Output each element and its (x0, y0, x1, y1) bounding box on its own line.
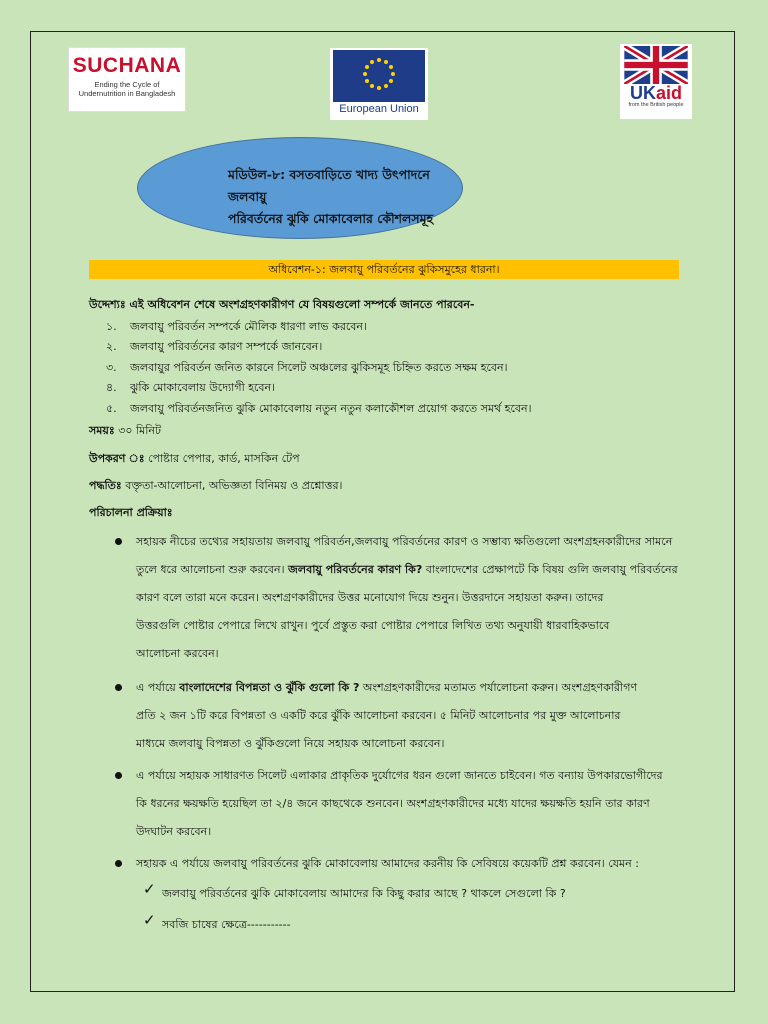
bullet-1-line-2a: তুলে ধরে আলোচনা শুরু করবেন। (136, 563, 289, 576)
objective-item-3: জলবায়ুর পরিবর্তন জনিত কারনে সিলেট অঞ্চলের ঝুকিসমূহ চিহ্নিত করতে সক্ষম হবেন। (130, 361, 508, 374)
module-title (228, 164, 458, 230)
suchana-logo-tagline-1: Ending the Cycle of (94, 80, 160, 89)
ukaid-logo (620, 44, 692, 119)
procedure-heading: পরিচালনা প্রক্রিয়াঃ (89, 506, 173, 519)
bullet-1-line-2c: বাংলাদেশের প্রেক্ষাপটে কি বিষয় গুলি জলবায়ু পরিবর্তনের (422, 563, 678, 576)
bullet-2-line-3: মাধ্যমে জলবায়ু বিপন্নতা ও ঝুঁকিগুলো নিয়ে সহায়ক আলোচনা করবেন। (136, 737, 445, 750)
bullet-2-line-1-bold: বাংলাদেশের বিপন্নতা ও ঝুঁকি গুলো কি ? (179, 681, 360, 694)
ukaid-aid: aid (655, 83, 682, 103)
materials-label: উপকরণ ঃ (89, 452, 145, 465)
ukaid-logo-tagline: from the British people (628, 102, 684, 108)
method-value: বক্তৃতা-আলোচনা, অভিজ্ঞতা বিনিময় ও প্রশ্নোত্তর। (121, 479, 343, 492)
materials-value: পোষ্টার পেপার, কার্ড, মাসকিন টেপ (144, 452, 300, 465)
method-label: পদ্ধতিঃ (89, 479, 122, 492)
objective-heading: উদ্দেশ্যঃ এই অধিবেশন শেষে অংশগ্রহণকারীগণ যে বিষয়গুলো সম্পর্কে জানতে পারবেন- (89, 298, 475, 311)
bullet-4-line-1: সহায়ক এ পর্যায়ে জলবায়ু পরিবর্তনের ঝুকি মোকাবেলায় আমাদের করনীয় কি সেবিষয়ে কয়েকটি প্রশ্ন করবেন। যেমন : (136, 857, 639, 870)
time-label: সময়ঃ (89, 424, 115, 437)
bullet-3-line-3: উদঘাটন করবেন। (136, 825, 212, 838)
time-value: ৩০ মিনিট (114, 424, 161, 437)
bullet-1-line-2-bold: জলবায়ু পরিবর্তনের কারণ কি? (288, 563, 423, 576)
bullet-2-line-2: প্রতি ২ জন ১টি করে বিপন্নতা ও একটি করে ঝুঁকি আলোচনা করবেন। ৫ মিনিট আলোচনার পর মুক্ত আলোচনার (136, 709, 621, 722)
bullet-4-dot (115, 860, 122, 867)
objective-item-4: ঝুকি মোকাবেলায় উদ্যোগী হবেন। (130, 381, 276, 394)
ukaid-logo-word (620, 84, 692, 102)
check-item-1: জলবায়ু পরিবর্তনের ঝুকি মোকাবেলায় আমাদের কি কিছু করার আছে ? থাকলে সেগুলো কি ? (162, 887, 566, 900)
session-title-bar: অধিবেশন-১: জলবায়ু পরিবর্তনের ঝুকিসমুহের ধারনা। (89, 260, 679, 279)
bullet-2-dot (115, 684, 122, 691)
objective-item-2: জলবায়ু পরিবর্তনের কারণ সম্পর্কে জানবেন। (130, 340, 323, 353)
eu-logo-caption: European Union (339, 103, 419, 115)
eu-flag-icon (333, 50, 425, 102)
objective-item-3-num: ৩. (106, 361, 117, 374)
bullet-1-dot (115, 538, 122, 545)
bullet-1-line-4: উত্তরগুলি পোষ্টার পেপারে লিখে রাখুন। পুর্বে প্রস্তুত করা পোষ্টার পেপারে লিখিত তথ্য অনুযায়ী ধারবাহিকভাবে (136, 619, 610, 632)
module-title-line-2: পরিবর্তনের ঝুকি মোকাবেলার কৌশলসমূহ (228, 211, 434, 226)
time-row (89, 423, 161, 438)
method-row (89, 478, 342, 493)
bullet-1-line-5: আলোচনা করবেন। (136, 647, 219, 660)
check-item-2: সবজি চাষের ক্ষেত্রে----------- (162, 918, 291, 931)
union-jack-icon (624, 46, 688, 84)
objective-item-1-num: ১. (106, 320, 117, 333)
bullet-2-paragraph (136, 674, 637, 758)
suchana-logo-word: SUCHANA (72, 54, 182, 77)
suchana-logo-tagline-2: Undernutrition in Bangladesh (78, 89, 176, 98)
checkmark-icon: ✓ (143, 911, 156, 929)
european-union-logo (330, 48, 428, 120)
objective-item-5-num: ৫. (106, 402, 117, 415)
materials-row (89, 451, 300, 466)
suchana-logo (68, 47, 186, 112)
bullet-3-dot (115, 772, 122, 779)
bullet-1-paragraph (136, 528, 678, 668)
bullet-1-line-1: সহায়ক নীচের তথ্যের সহায়তায় জলবায়ু পরিবর্তন,জলবায়ু পরিবর্তনের কারণ ও সম্ভাব্য ক্ষতিগুলো অংশগ্রহনকারীদের সামনে (136, 535, 673, 548)
bullet-2-line-1c: অংশগ্রহণকারীদের মতামত পর্যালোচনা করুন। অংশগ্রহণকারীগণ (359, 681, 638, 694)
bullet-1-line-2 (136, 556, 678, 584)
module-title-line-1: মডিউল-৮: বসতবাড়িতে খাদ্য উৎপাদনে জলবায়ু (228, 167, 430, 204)
bullet-4-paragraph (136, 850, 639, 878)
bullet-3-line-1: এ পর্যায়ে সহায়ক সাধারণত সিলেট এলাকার প্রাকৃতিক দুর্যোগের ধরন গুলো জানতে চাইবেন। গত বন্যায় উপকারভোগীদের (136, 769, 663, 782)
ukaid-uk: UK (629, 83, 656, 103)
bullet-1-line-3: কারণ বলে তারা মনে করেন। অংশগ্রণকারীদের উত্তর মনোযোগ দিয়ে শুনুন। উত্তরদানে সহায়তা করুন। তাদের (136, 591, 604, 604)
objective-item-2-num: ২. (106, 340, 117, 353)
bullet-3-line-2: কি ধরনের ক্ষয়ক্ষতি হয়েছিল তা ২/৪ জনে কাছথেকে শুনবেন। অংশগ্রহণকারীদের মধ্যে যাদের ক্ষয়ক্ষতি হয়নি তার কারণ (136, 797, 650, 810)
bullet-2-line-1a: এ পর্যায়ে (136, 681, 180, 694)
checkmark-icon: ✓ (143, 880, 156, 898)
objective-item-5: জলবায়ু পরিবর্তনজনিত ঝুকি মোকাবেলায় নতুন নতুন কলাকৌশল প্রয়োগ করতে সমর্থ হবেন। (130, 402, 532, 415)
bullet-3-paragraph (136, 762, 663, 846)
objective-item-1: জলবায়ু পরিবর্তন সম্পর্কে মৌলিক ধারণা লাভ করবেন। (130, 320, 367, 333)
bullet-2-line-1 (136, 674, 637, 702)
objective-item-4-num: ৪. (106, 381, 117, 394)
